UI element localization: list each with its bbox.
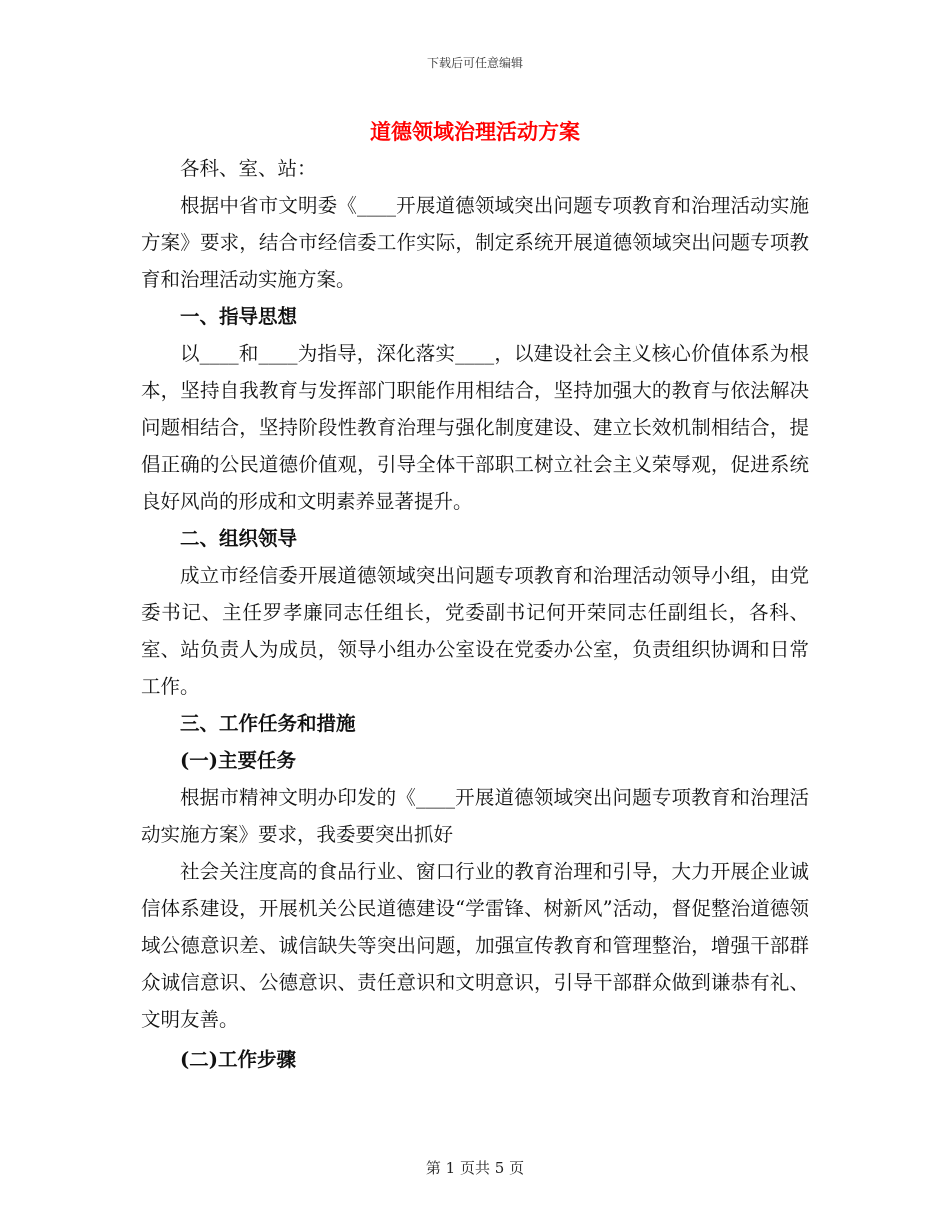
- intro-paragraph: 根据中省市文明委《____开展道德领域突出问题专项教育和治理活动实施方案》要求，结合市经信委工作实际，制定系统开展道德领域突出问题专项教育和治理活动实施方案。: [141, 194, 809, 291]
- guiding-ideology-paragraph: 以____和____为指导，深化落实____，以建设社会主义核心价值体系为根本，坚持自我教育与发挥部门职能作用相结合，坚持加强大的教育与依法解决问题相结合，坚持阶段性教育治理与强化制度建设、建立长效机制相结合，提倡正确的公民道德价值观，引导全体干部职工树立社会主义荣辱观，促进系统良好风尚的形成和文明素养显著提升。: [141, 342, 809, 513]
- section-heading-tasks-measures: 三、工作任务和措施: [180, 712, 356, 735]
- section-heading-organization: 二、组织领导: [180, 527, 298, 550]
- section-heading-guiding-ideology: 一、指导思想: [180, 305, 298, 328]
- document-body: [141, 150, 809, 1078]
- subsection-heading-main-tasks: (一)主要任务: [180, 749, 296, 772]
- page-footer: 第 1 页共 5 页: [425, 1159, 525, 1177]
- page-header: 下载后可任意编辑: [426, 56, 523, 70]
- main-tasks-detail-paragraph: 社会关注度高的食品行业、窗口行业的教育治理和引导，大力开展企业诚信体系建设，开展机关公民道德建设“学雷锋、树新风”活动，督促整治道德领域公德意识差、诚信缺失等突出问题，加强宣传教育和管理整治，增强干部群众诚信意识、公德意识、责任意识和文明意识，引导干部群众做到谦恭有礼、文明友善。: [141, 860, 809, 1031]
- main-tasks-paragraph: 根据市精神文明办印发的《____开展道德领域突出问题专项教育和治理活动实施方案》要求，我委要突出抓好: [141, 786, 809, 846]
- organization-paragraph: 成立市经信委开展道德领域突出问题专项教育和治理活动领导小组，由党委书记、主任罗孝廉同志任组长，党委副书记何开荣同志任副组长，各科、室、站负责人为成员，领导小组办公室设在党委办公室，负责组织协调和日常工作。: [141, 564, 809, 698]
- salutation: 各科、室、站：: [180, 157, 317, 180]
- subsection-heading-work-steps: (二)工作步骤: [180, 1048, 296, 1071]
- document-title: 道德领域治理活动方案: [370, 119, 580, 144]
